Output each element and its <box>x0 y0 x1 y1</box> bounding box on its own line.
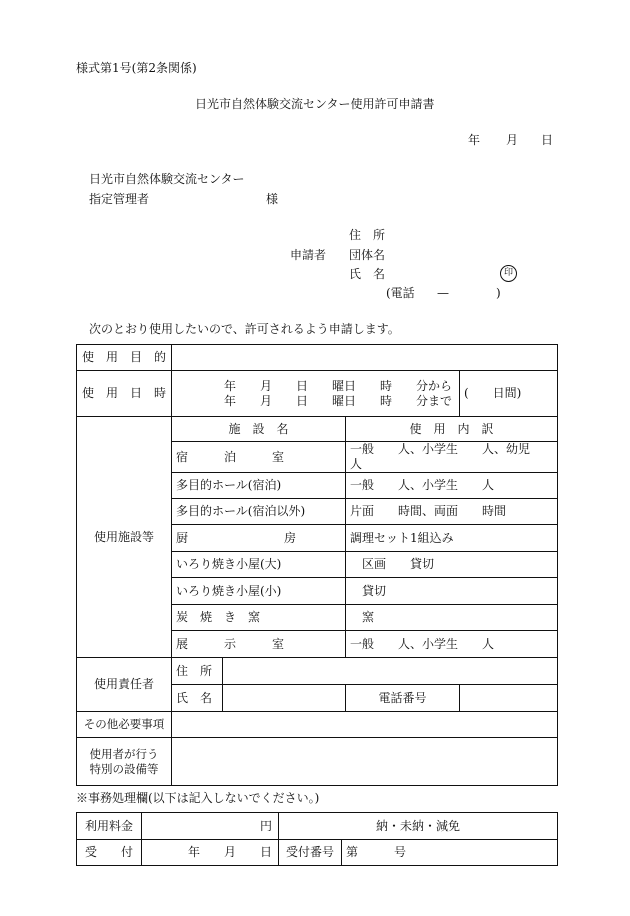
page-title: 日光市自然体験交流センター使用許可申請書 <box>195 97 435 111</box>
responsible-address-row <box>77 658 558 685</box>
addressee-honorific: 様 <box>266 192 279 206</box>
other-label: その他必要事項 <box>77 712 172 738</box>
responsible-phone-label: 電話番号 <box>346 685 460 712</box>
datetime-from: 年 月 日 曜日 時 分から <box>224 378 453 393</box>
facility-detail[interactable]: 窯 <box>346 605 558 631</box>
office-table <box>76 812 558 866</box>
facility-name: いろり焼き小屋(大) <box>172 552 346 578</box>
facility-detail[interactable]: 区画 貸切 <box>346 552 558 578</box>
facility-name-header: 施 設 名 <box>172 417 346 442</box>
purpose-row <box>77 345 558 371</box>
facility-name: 多目的ホール(宿泊) <box>172 473 346 499</box>
intro-text: 次のとおり使用したいので、許可されるよう申請します。 <box>89 322 400 336</box>
special-label-line2: 特別の設備等 <box>89 761 159 776</box>
datetime-days[interactable]: ( 日間) <box>460 371 558 417</box>
facility-name: いろり焼き小屋(小) <box>172 578 346 605</box>
fee-label: 利用料金 <box>77 813 142 840</box>
responsible-name-label: 氏 名 <box>172 685 223 712</box>
facility-name: 厨 房 <box>172 525 346 552</box>
special-label <box>77 738 172 786</box>
facility-detail[interactable]: 片面 時間、両面 時間 <box>346 499 558 525</box>
addressee-line1: 日光市自然体験交流センター <box>89 172 245 186</box>
responsible-label: 使用責任者 <box>77 658 172 712</box>
date-year: 年 <box>468 133 481 147</box>
receipt-no-label: 受付番号 <box>279 840 342 866</box>
facility-detail[interactable]: 一般 人、小学生 人 <box>346 631 558 658</box>
facility-detail[interactable]: 調理セット1組込み <box>346 525 558 552</box>
facility-name: 宿 泊 室 <box>172 442 346 473</box>
datetime-row <box>77 371 558 417</box>
other-row <box>77 712 558 738</box>
applicant-phone-open: (電話 <box>386 286 415 300</box>
purpose-label: 使 用 目 的 <box>77 345 172 371</box>
facilities-header-row <box>77 417 558 442</box>
date-month: 月 <box>506 133 519 147</box>
purpose-field[interactable] <box>172 345 558 371</box>
addressee-line2: 指定管理者 <box>89 192 150 206</box>
datetime-field[interactable] <box>172 371 460 417</box>
fee-yen[interactable]: 円 <box>142 813 279 840</box>
applicant-label: 申請者 <box>290 248 327 262</box>
special-row <box>77 738 558 786</box>
payment-status: 納・未納・減免 <box>279 813 558 840</box>
applicant-group-label: 団体名 <box>349 248 386 262</box>
responsible-phone-field[interactable] <box>460 685 558 712</box>
date-day: 日 <box>541 133 554 147</box>
fee-row <box>77 813 558 840</box>
receipt-row <box>77 840 558 866</box>
datetime-label: 使 用 日 時 <box>77 371 172 417</box>
responsible-address-field[interactable] <box>223 658 558 685</box>
facility-detail-header: 使 用 内 訳 <box>346 417 558 442</box>
other-field[interactable] <box>172 712 558 738</box>
office-note: ※事務処理欄(以下は記入しないでください。) <box>76 791 320 805</box>
receipt-date[interactable]: 年 月 日 <box>142 840 279 866</box>
facility-detail[interactable]: 貸切 <box>346 578 558 605</box>
responsible-name-field[interactable] <box>223 685 346 712</box>
applicant-address-label: 住 所 <box>349 228 386 242</box>
receipt-label: 受 付 <box>77 840 142 866</box>
facilities-label: 使用施設等 <box>77 417 172 658</box>
special-field[interactable] <box>172 738 558 786</box>
applicant-phone-close: ) <box>496 286 501 300</box>
responsible-address-label: 住 所 <box>172 658 223 685</box>
facility-name: 炭 焼 き 窯 <box>172 605 346 631</box>
facility-name: 展 示 室 <box>172 631 346 658</box>
application-table <box>76 344 558 786</box>
facility-detail[interactable]: 一般 人、小学生 人、幼児 人 <box>346 442 558 473</box>
form-number: 様式第1号(第2条関係) <box>76 61 197 75</box>
applicant-phone-dash: — <box>437 286 449 300</box>
facility-name: 多目的ホール(宿泊以外) <box>172 499 346 525</box>
datetime-to: 年 月 日 曜日 時 分まで <box>224 393 453 408</box>
receipt-no[interactable]: 第 号 <box>342 840 558 866</box>
special-label-line1: 使用者が行う <box>89 747 159 762</box>
applicant-name-label: 氏 名 <box>349 267 386 281</box>
facility-detail[interactable]: 一般 人、小学生 人 <box>346 473 558 499</box>
seal-mark: 印 <box>500 265 517 282</box>
